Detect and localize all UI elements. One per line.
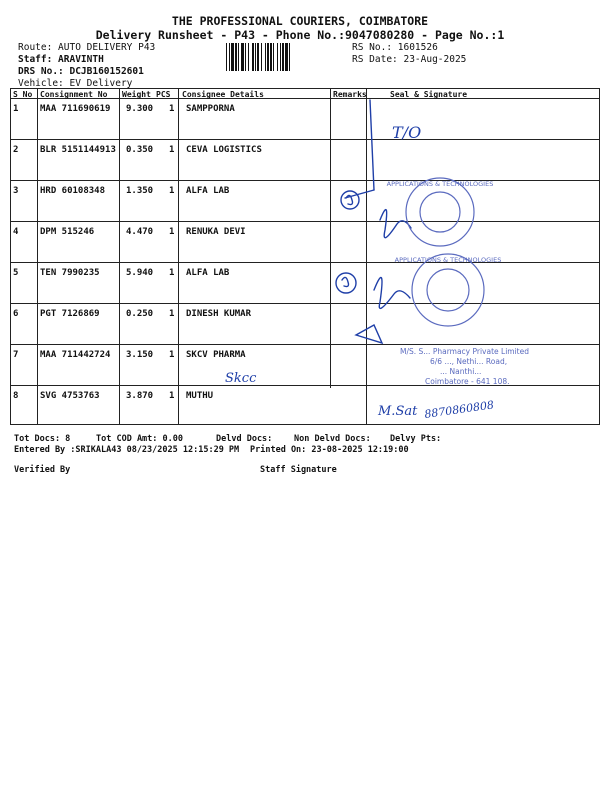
rs-no-label: RS No.: 1601526 (352, 42, 438, 53)
row-consignment: DPM 515246 (40, 227, 95, 237)
vehicle-label: Vehicle: EV Delivery (18, 78, 133, 89)
stamp-line-3: ... Nanthi... (440, 367, 482, 376)
row-weight: 5.940 (126, 268, 154, 278)
printed-on: Printed On: 23-08-2025 12:19:00 (250, 445, 409, 455)
row-sno: 7 (13, 350, 19, 360)
verified-by: Verified By (14, 465, 71, 475)
row-sno: 5 (13, 268, 19, 278)
row-sno: 6 (13, 309, 19, 319)
stamp-line-2: 6/6 ..., Nethi... Road, (430, 357, 508, 366)
row-consignee: RENUKA DEVI (186, 227, 246, 237)
row-consignee: MUTHU (186, 391, 214, 401)
row-pcs: 1 (169, 350, 175, 360)
row-consignee: DINESH KUMAR (186, 309, 252, 319)
row-weight: 4.470 (126, 227, 154, 237)
seal-text-2: APPLICATIONS & TECHNOLOGIES (394, 256, 502, 264)
row-pcs: 1 (169, 186, 175, 196)
col-header-consignment: Consignment No (40, 90, 108, 99)
row-weight: 9.300 (126, 104, 154, 114)
row-sno: 1 (13, 104, 19, 114)
company-title: THE PROFESSIONAL COURIERS, COIMBATORE (171, 14, 429, 28)
row-pcs: 1 (169, 268, 175, 278)
row-consignee: SKCV PHARMA (186, 350, 246, 360)
col-header-remarks: Remarks (333, 90, 367, 99)
row-consignee: ALFA LAB (186, 268, 230, 278)
row-weight: 3.150 (126, 350, 154, 360)
stamp-line-4: Coimbatore - 641 108. (425, 377, 510, 386)
rs-date-label: RS Date: 23-Aug-2025 (352, 54, 467, 65)
col-header-sno: S No (13, 90, 33, 99)
tot-cod: Tot COD Amt: 0.00 (96, 434, 183, 444)
row-consignment: TEN 7990235 (40, 268, 100, 278)
row-consignment: BLR 5151144913 (40, 145, 116, 155)
col-header-weight: Weight (122, 90, 151, 99)
non-delvd-docs: Non Delvd Docs: (294, 434, 371, 444)
row-weight: 3.870 (126, 391, 154, 401)
handwritten-skcc: Skcc (225, 371, 257, 386)
entered-by: Entered By :SRIKALA43 08/23/2025 12:15:29 PM (14, 445, 240, 455)
row-pcs: 1 (169, 227, 175, 237)
seal-text-1: APPLICATIONS & TECHNOLOGIES (386, 180, 494, 188)
row-consignment: MAA 711442724 (40, 350, 111, 360)
handwritten-to-mark: T/O (392, 123, 422, 142)
row-consignment: PGT 7126869 (40, 309, 100, 319)
row-pcs: 1 (169, 145, 175, 155)
row-sno: 8 (13, 391, 19, 401)
delvd-docs: Delvd Docs: (216, 434, 273, 444)
runsheet-table (10, 88, 600, 424)
row-consignment: MAA 711690619 (40, 104, 111, 114)
row-sno: 2 (13, 145, 19, 155)
row-consignment: SVG 4753763 (40, 391, 100, 401)
row-pcs: 1 (169, 391, 175, 401)
col-header-seal: Seal & Signature (390, 90, 468, 99)
delvy-pts: Delvy Pts: (390, 434, 442, 444)
row-pcs: 1 (169, 309, 175, 319)
route-label: Route: AUTO DELIVERY P43 (18, 42, 156, 53)
tot-docs: Tot Docs: 8 (14, 434, 71, 444)
barcode (226, 43, 348, 71)
drs-label: DRS No.: DCJB160152601 (18, 66, 144, 77)
handwritten-name: M.Sat (378, 404, 418, 419)
staff-signature: Staff Signature (260, 465, 337, 475)
row-consignee: CEVA LOGISTICS (186, 145, 262, 155)
row-consignee: ALFA LAB (186, 186, 230, 196)
row-weight: 1.350 (126, 186, 154, 196)
row-weight: 0.250 (126, 309, 154, 319)
row-consignment: HRD 60108348 (40, 186, 106, 196)
col-header-consignee: Consignee Details (182, 90, 264, 99)
row-sno: 4 (13, 227, 19, 237)
staff-label: Staff: ARAVINTH (18, 54, 104, 65)
row-sno: 3 (13, 186, 19, 196)
stamp-line-1: M/S. S... Pharmacy Private Limited (400, 347, 529, 356)
row-pcs: 1 (169, 104, 175, 114)
handwritten-phone: 8870860808 (423, 398, 495, 421)
runsheet-title: Delivery Runsheet - P43 - Phone No.:9047080280 - Page No.:1 (95, 28, 505, 42)
col-header-pcs: PCS (156, 90, 171, 99)
row-consignee: SAMPPORNA (186, 104, 235, 114)
row-weight: 0.350 (126, 145, 154, 155)
